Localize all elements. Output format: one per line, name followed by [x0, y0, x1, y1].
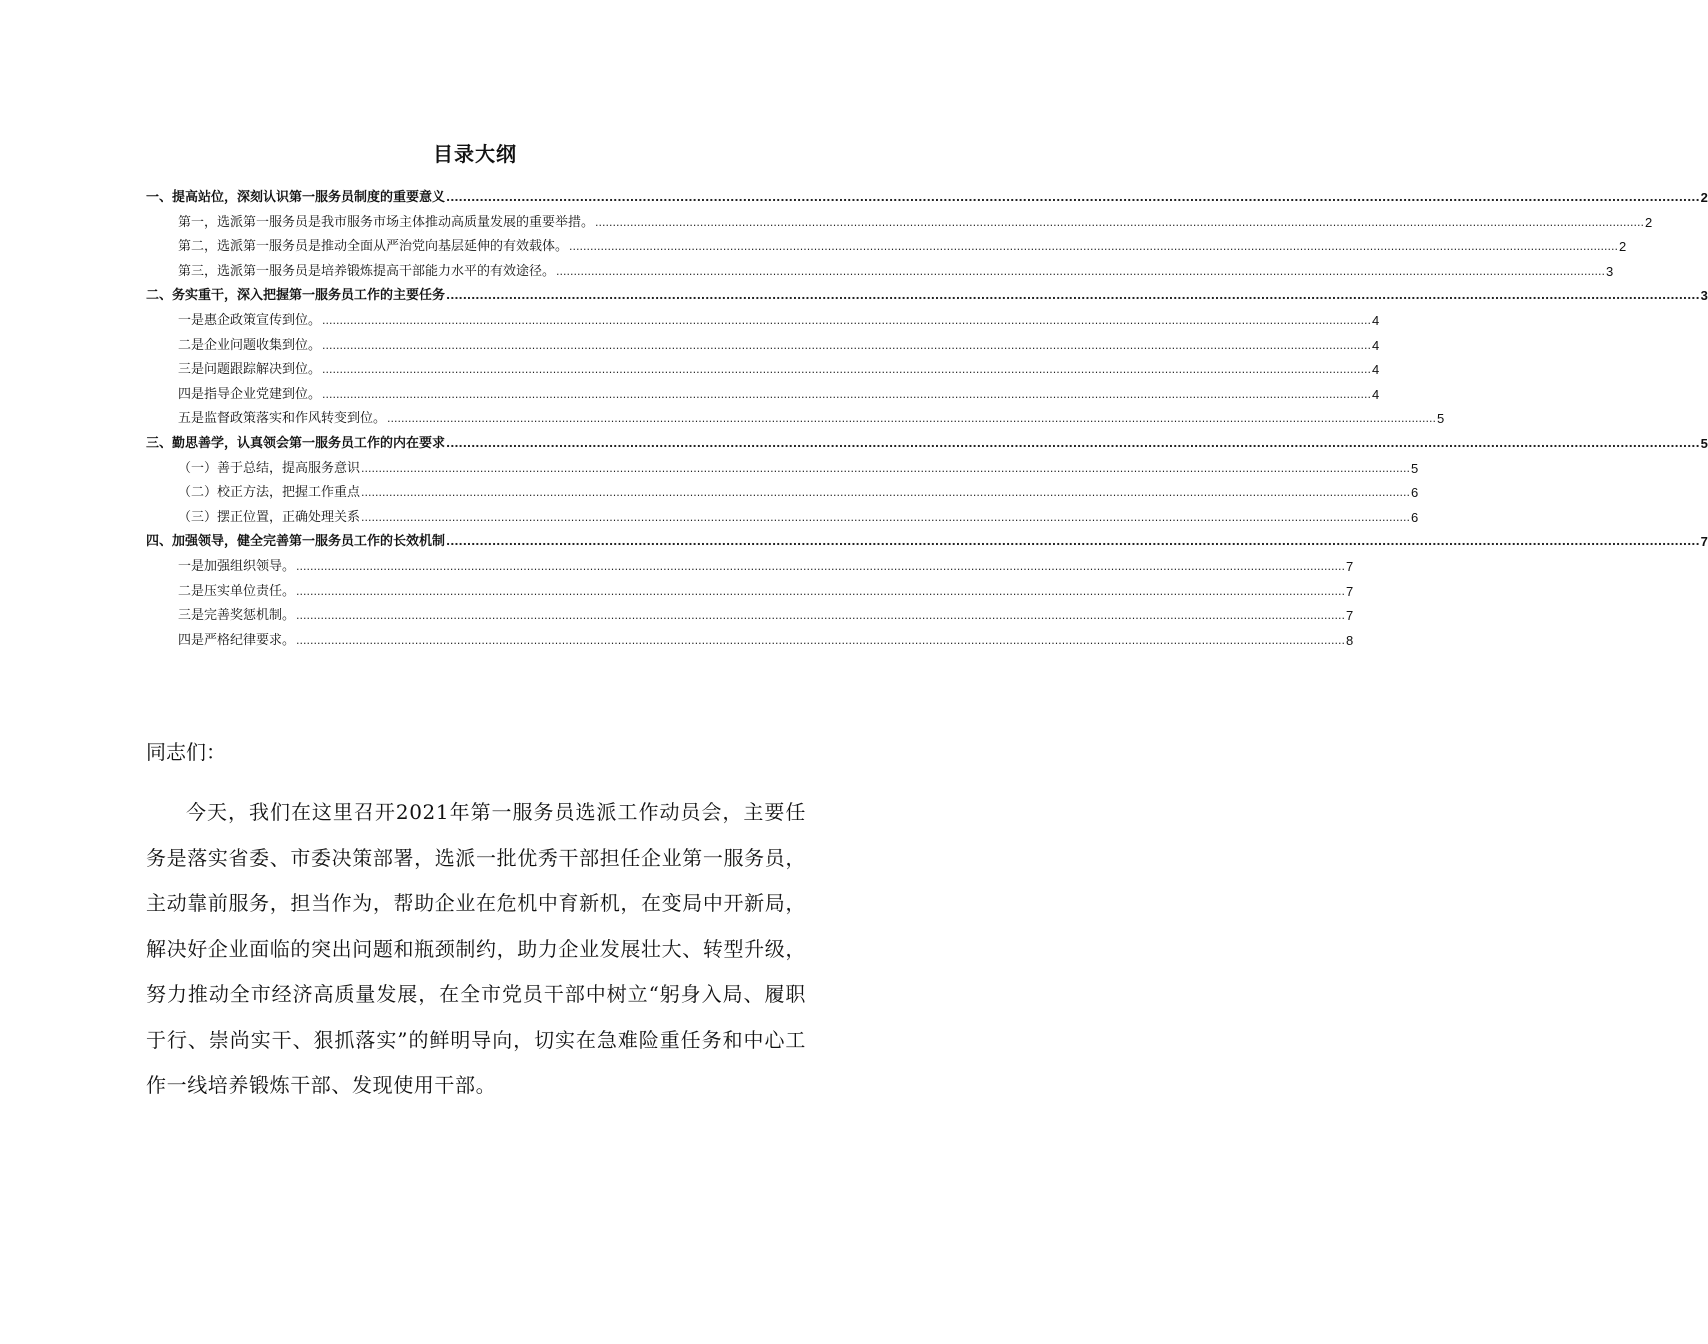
toc-leader-dots: ............................................................................................................................................................................................................................................................................................................ [361, 510, 1410, 524]
toc-entry-text: 四、加强领导，健全完善第一服务员工作的长效机制 [146, 534, 446, 550]
toc-entry-text: 第三，选派第一服务员是培养锻炼提高干部能力水平的有效途径。 [178, 263, 556, 279]
toc-page-number: 4 [1372, 362, 1380, 378]
toc-page-number: 7 [1700, 534, 1708, 550]
toc-leader-dots: ............................................................................................................................................................................................................................................................................................................ [296, 633, 1345, 647]
toc-entry-text: 四是严格纪律要求。 [178, 632, 296, 648]
toc-subsection-entry[interactable] [146, 506, 1419, 531]
toc-leader-dots: ............................................................................................................................................................................................................................................................................................................ [322, 387, 1371, 401]
toc-leader-dots: ............................................................................................................................................................................................................................................................................................................ [322, 363, 1371, 377]
toc-entry-text: 二是压实单位责任。 [178, 583, 296, 599]
toc-page-number: 2 [1619, 239, 1627, 255]
toc-entry-text: （三）摆正位置，正确处理关系 [178, 509, 361, 525]
toc-subsection-entry[interactable] [146, 260, 1614, 285]
toc-subsection-entry[interactable] [146, 580, 1354, 605]
toc-leader-dots: ............................................................................................................................................................................................................................................................................................................ [296, 609, 1345, 623]
toc-entry-text: 二是企业问题收集到位。 [178, 337, 322, 353]
greeting: 同志们： [146, 740, 226, 764]
toc-page-number: 8 [1346, 632, 1354, 648]
toc-section-entry[interactable] [146, 284, 1708, 309]
toc-entry-text: 三、勤思善学，认真领会第一服务员工作的内在要求 [146, 435, 446, 451]
toc-page-number: 6 [1411, 485, 1419, 501]
toc-entry-text: 一是惠企政策宣传到位。 [178, 312, 322, 328]
toc-page-number: 7 [1346, 608, 1354, 624]
toc-page-number: 5 [1437, 411, 1445, 427]
toc-subsection-entry[interactable] [146, 235, 1627, 260]
toc-subsection-entry[interactable] [146, 383, 1380, 408]
toc-leader-dots: ............................................................................................................................................................................................................................................................................................................ [446, 436, 1700, 450]
toc-section-entry[interactable] [146, 530, 1708, 555]
toc-leader-dots: ............................................................................................................................................................................................................................................................................................................ [446, 191, 1700, 204]
toc-subsection-entry[interactable] [146, 604, 1354, 629]
toc-section-entry[interactable] [146, 432, 1708, 457]
toc-leader-dots: ............................................................................................................................................................................................................................................................................................................ [446, 289, 1700, 303]
toc-leader-dots: ............................................................................................................................................................................................................................................................................................................ [296, 559, 1345, 573]
toc-title: 目录大纲 [433, 142, 517, 166]
body-paragraph: 今天，我们在这里召开2021年第一服务员选派工作动员会，主要任务是落实省委、市委决策部署，选派一批优秀干部担任企业第一服务员，主动靠前服务，担当作为，帮助企业在危机中育新机，在变局中开新局，解决好企业面临的突出问题和瓶颈制约，助力企业发展壮大、转型升级，努力推动全市经济高质量发展，在全市党员干部中树立“躬身入局、履职于行、崇尚实干、狠抓落实”的鲜明导向，切实在急难险重任务和中心工作一线培养锻炼干部、发现使用干部。 [146, 800, 806, 1097]
toc-entry-text: 三是完善奖惩机制。 [178, 608, 296, 624]
toc-entry-text: （一）善于总结，提高服务意识 [178, 460, 361, 476]
toc-subsection-entry[interactable] [146, 358, 1380, 383]
toc-leader-dots: ............................................................................................................................................................................................................................................................................................................ [361, 461, 1410, 475]
toc-page-number: 7 [1346, 558, 1354, 574]
toc-leader-dots: ............................................................................................................................................................................................................................................................................................................ [387, 412, 1436, 426]
toc-page-number: 5 [1411, 460, 1419, 476]
toc-leader-dots: ............................................................................................................................................................................................................................................................................................................ [569, 240, 1618, 254]
toc-leader-dots: ............................................................................................................................................................................................................................................................................................................ [595, 215, 1644, 229]
toc-entry-text: 二、务实重干，深入把握第一服务员工作的主要任务 [146, 288, 446, 304]
toc-leader-dots: ............................................................................................................................................................................................................................................................................................................ [322, 313, 1371, 327]
toc-leader-dots: ............................................................................................................................................................................................................................................................................................................ [296, 584, 1345, 598]
toc-page-number: 4 [1372, 337, 1380, 353]
toc-subsection-entry[interactable] [146, 555, 1354, 580]
toc-leader-dots: ............................................................................................................................................................................................................................................................................................................ [446, 535, 1700, 549]
toc-page-number: 3 [1606, 263, 1614, 279]
toc-entry-text: 五是监督政策落实和作风转变到位。 [178, 411, 387, 427]
toc-entry-text: 三是问题跟踪解决到位。 [178, 362, 322, 378]
toc-subsection-entry[interactable] [146, 334, 1380, 359]
toc-page-number: 2 [1645, 214, 1653, 230]
toc-entry-text: 第一，选派第一服务员是我市服务市场主体推动高质量发展的重要举措。 [178, 214, 595, 230]
toc-subsection-entry[interactable] [146, 481, 1419, 506]
toc-leader-dots: ............................................................................................................................................................................................................................................................................................................ [322, 338, 1371, 352]
toc-entry-text: 第二，选派第一服务员是推动全面从严治党向基层延伸的有效载体。 [178, 239, 569, 255]
toc-page-number: 7 [1346, 583, 1354, 599]
toc-entry-text: 一是加强组织领导。 [178, 558, 296, 574]
toc-entry-text: 四是指导企业党建到位。 [178, 386, 322, 402]
toc-entry-text: （二）校正方法，把握工作重点 [178, 485, 361, 501]
toc-subsection-entry[interactable] [146, 407, 1445, 432]
toc-leader-dots: ............................................................................................................................................................................................................................................................................................................ [361, 486, 1410, 500]
toc-section-entry[interactable] [146, 186, 1708, 211]
toc-subsection-entry[interactable] [146, 457, 1419, 482]
toc-page-number: 6 [1411, 509, 1419, 525]
toc-page-number: 4 [1372, 386, 1380, 402]
toc-subsection-entry[interactable] [146, 211, 1653, 236]
toc-page-number: 4 [1372, 312, 1380, 328]
table-of-contents [146, 186, 1708, 653]
toc-page-number: 5 [1700, 435, 1708, 451]
toc-leader-dots: ............................................................................................................................................................................................................................................................................................................ [556, 264, 1605, 278]
toc-subsection-entry[interactable] [146, 309, 1380, 334]
toc-entry-text: 一、提高站位，深刻认识第一服务员制度的重要意义 [146, 190, 446, 205]
toc-subsection-entry[interactable] [146, 629, 1354, 654]
toc-page-number: 2 [1700, 190, 1708, 205]
toc-page-number: 3 [1700, 288, 1708, 304]
